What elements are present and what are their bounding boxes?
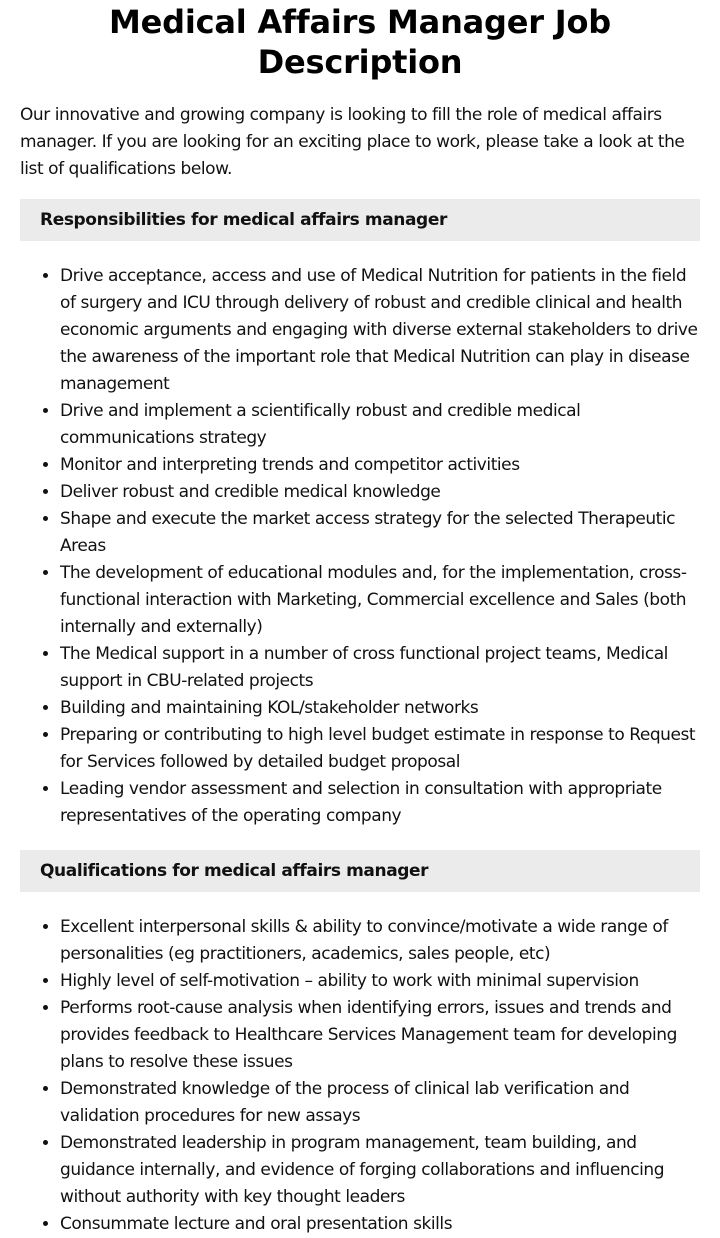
list-item: • Excellent interpersonal skills & ability to convince/motivate a wide range of personalities (eg practitioners, academics, sales people, etc) [60, 914, 700, 968]
list-item: • Building and maintaining KOL/stakeholder networks [60, 695, 700, 722]
responsibilities-heading: Responsibilities for medical affairs manager [20, 199, 700, 241]
list-item: • Performs root-cause analysis when identifying errors, issues and trends and provides feedback to Healthcare Services Management team for developing plans to resolve these issues [60, 995, 700, 1076]
list-item: • The development of educational modules and, for the implementation, cross-functional interaction with Marketing, Commercial excellence and Sales (both internally and externally) [60, 560, 700, 641]
list-item: • The Medical support in a number of cross functional project teams, Medical support in CBU-related projects [60, 641, 700, 695]
responsibilities-list [20, 263, 700, 830]
intro-paragraph: Our innovative and growing company is looking to fill the role of medical affairs manager. If you are looking for an exciting place to work, please take a look at the list of qualifications below. [20, 105, 685, 179]
list-item: • Drive and implement a scientifically robust and credible medical communications strategy [60, 398, 700, 452]
page-title: Medical Affairs Manager Job Description [109, 3, 611, 81]
list-item: • Monitor and interpreting trends and competitor activities [60, 452, 700, 479]
list-item: • Demonstrated leadership in program management, team building, and guidance internally, and evidence of forging collaborations and influencing without authority with key thought leaders [60, 1130, 700, 1211]
list-item: • Deliver robust and credible medical knowledge [60, 479, 700, 506]
qualifications-list [20, 914, 700, 1238]
list-item: • Drive acceptance, access and use of Medical Nutrition for patients in the field of surgery and ICU through delivery of robust and credible clinical and health economic arguments and engaging with diverse external stakeholders to drive the awareness of the important role that Medical Nutrition can play in disease management [60, 263, 700, 398]
list-item: • Shape and execute the market access strategy for the selected Therapeutic Areas [60, 506, 700, 560]
qualifications-heading: Qualifications for medical affairs manager [20, 850, 700, 892]
list-item: • Highly level of self-motivation – ability to work with minimal supervision [60, 968, 700, 995]
list-item: • Preparing or contributing to high level budget estimate in response to Request for Services followed by detailed budget proposal [60, 722, 700, 776]
list-item: • Demonstrated knowledge of the process of clinical lab verification and validation procedures for new assays [60, 1076, 700, 1130]
list-item: • Leading vendor assessment and selection in consultation with appropriate representatives of the operating company [60, 776, 700, 830]
list-item: • Consummate lecture and oral presentation skills [60, 1211, 700, 1238]
